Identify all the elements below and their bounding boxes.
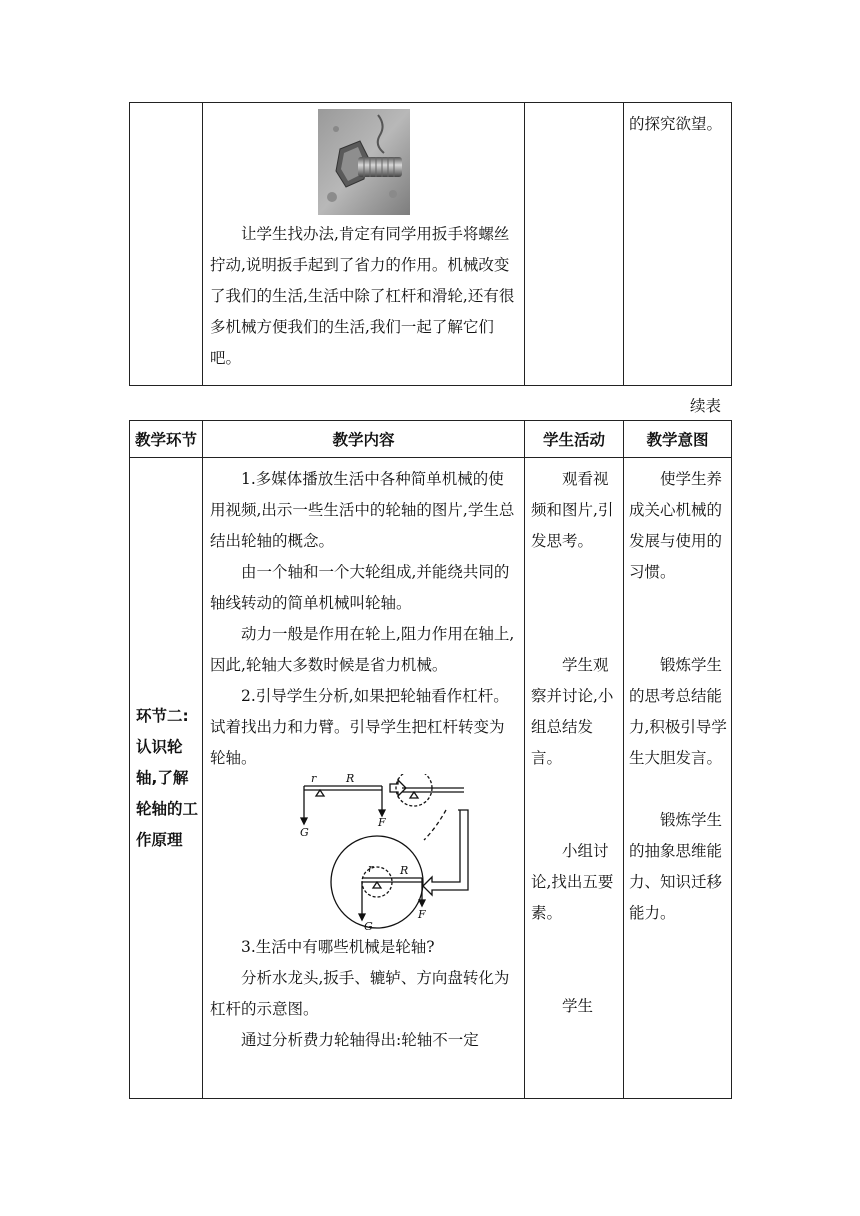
header-row bbox=[130, 421, 732, 458]
top-table bbox=[129, 102, 732, 386]
intent-cell bbox=[624, 458, 732, 1099]
content-p6: 分析水龙头,扳手、辘轳、方向盘转化为杠杆的示意图。 bbox=[210, 969, 510, 1018]
top-intent-text: 的探究欲望。 bbox=[629, 115, 723, 133]
main-table bbox=[129, 420, 732, 1099]
lever-to-wheel-axle-diagram bbox=[210, 774, 516, 932]
label-R-1: R bbox=[346, 774, 355, 785]
content-p7: 通过分析费力轮轴得出:轮轴不一定 bbox=[241, 1031, 479, 1049]
label-r-1: r bbox=[311, 774, 317, 785]
activity-1: 观看视频和图片,引发思考。 bbox=[531, 470, 614, 550]
label-G-2: G bbox=[364, 920, 373, 932]
label-r-2: r bbox=[368, 862, 374, 875]
stage-text: 环节二:认识轮轴,了解轮轴的工作原理 bbox=[136, 706, 199, 849]
header-content: 教学内容 bbox=[203, 421, 525, 458]
label-G-1: G bbox=[300, 826, 309, 839]
header-stage: 教学环节 bbox=[130, 421, 203, 458]
top-content-cell bbox=[203, 103, 525, 386]
activity-3: 小组讨论,找出五要素。 bbox=[531, 842, 614, 922]
intent-2: 锻炼学生的思考总结能力,积极引导学生大胆发言。 bbox=[629, 656, 727, 767]
top-content-text: 让学生找办法,肯定有同学用扳手将螺丝拧动,说明扳手起到了省力的作用。机械改变了我们的生活,生活中除了杠杆和滑轮,还有很多机械方便我们的生活,我们一起了解它们吧。 bbox=[210, 225, 515, 367]
header-intent: 教学意图 bbox=[624, 421, 732, 458]
stage-cell bbox=[130, 458, 203, 1099]
bolt-photo bbox=[318, 109, 410, 215]
activity-cell bbox=[525, 458, 624, 1099]
content-p2: 由一个轴和一个大轮组成,并能绕共同的轴线转动的简单机械叫轮轴。 bbox=[210, 563, 510, 612]
content-p5: 3.生活中有哪些机械是轮轴? bbox=[241, 938, 435, 956]
stage-two-row bbox=[130, 458, 732, 1099]
top-intent-cell bbox=[624, 103, 732, 386]
label-F-1: F bbox=[378, 816, 386, 829]
intent-3: 锻炼学生的抽象思维能力、知识迁移能力。 bbox=[629, 811, 723, 922]
top-activity-cell bbox=[525, 103, 624, 386]
content-cell bbox=[203, 458, 525, 1099]
top-stage-cell bbox=[130, 103, 203, 386]
intent-1: 使学生养成关心机械的发展与使用的习惯。 bbox=[629, 470, 723, 581]
content-p4: 2.引导学生分析,如果把轮轴看作杠杆。试着找出力和力臂。引导学生把杠杆转变为轮轴。 bbox=[210, 687, 509, 767]
content-p1: 1.多媒体播放生活中各种简单机械的使用视频,出示一些生活中的轮轴的图片,学生总结出轮轴的概念。 bbox=[210, 470, 515, 550]
activity-2: 学生观察并讨论,小组总结发言。 bbox=[531, 656, 614, 767]
label-F-2: F bbox=[418, 908, 426, 921]
content-p3: 动力一般是作用在轮上,阻力作用在轴上,因此,轮轴大多数时候是省力机械。 bbox=[210, 625, 515, 674]
label-R-2: R bbox=[400, 864, 409, 877]
continued-label: 续表 bbox=[690, 397, 722, 415]
activity-4: 学生 bbox=[562, 997, 594, 1015]
header-activity: 学生活动 bbox=[525, 421, 624, 458]
